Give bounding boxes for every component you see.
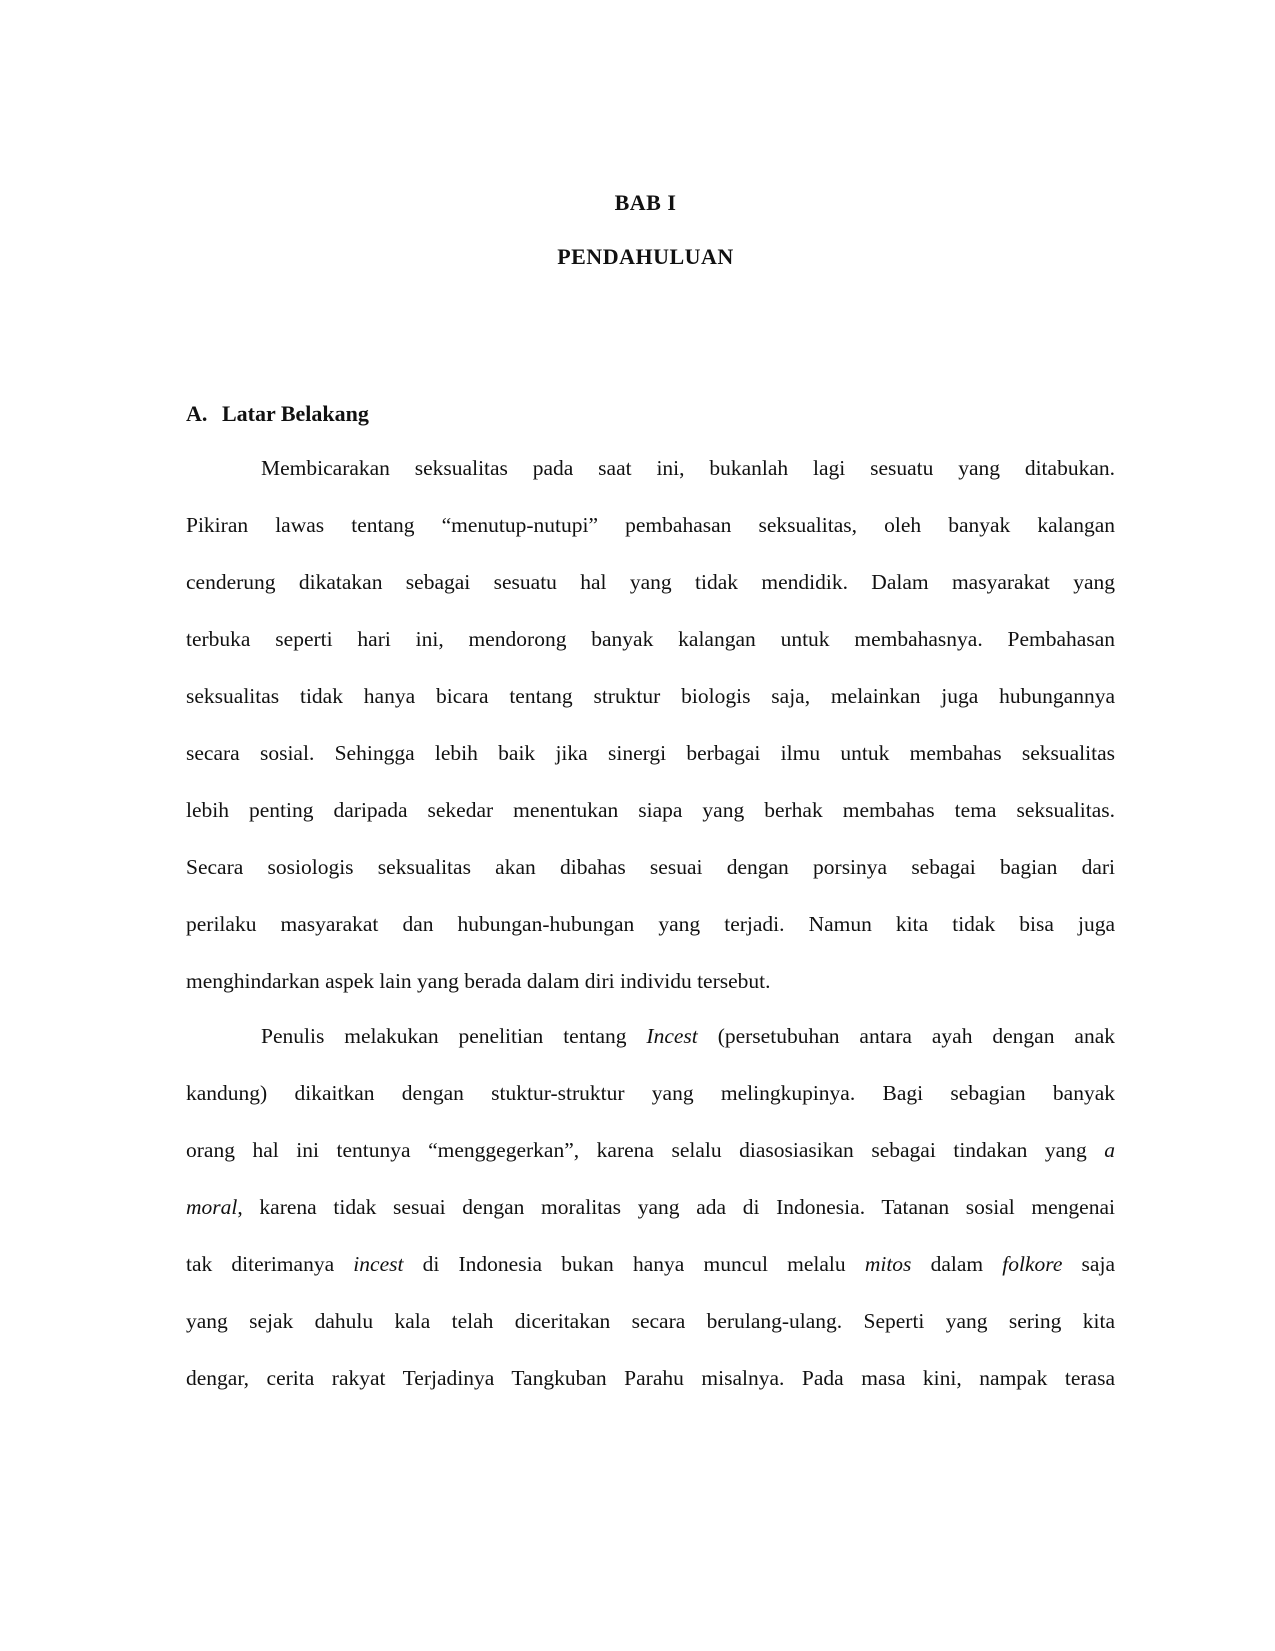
text-run: kandung) dikaitkan dengan stuktur-struktur yang melingkupinya. Bagi sebagian banyak (186, 1081, 1115, 1105)
paragraph-line (186, 1179, 1115, 1236)
section-heading (186, 401, 369, 427)
paragraph-line: secara sosial. Sehingga lebih baik jika sinergi berbagai ilmu untuk membahas seksualitas (186, 741, 1115, 765)
italic-term: a (1104, 1138, 1115, 1162)
chapter-label: BAB I (614, 190, 677, 215)
italic-term: moral (186, 1195, 238, 1219)
paragraph-line (186, 1122, 1115, 1179)
text-run: , karena tidak sesuai dengan moralitas yang ada di Indonesia. Tatanan sosial mengenai (237, 1195, 1115, 1219)
paragraph-line: cenderung dikatakan sebagai sesuatu hal yang tidak mendidik. Dalam masyarakat yang (186, 570, 1115, 594)
italic-term: folkore (1002, 1252, 1063, 1276)
text-run: dalam (911, 1252, 1003, 1276)
paragraph-line: Pikiran lawas tentang “menutup-nutupi” pembahasan seksualitas, oleh banyak kalangan (186, 513, 1115, 537)
italic-term: Incest (646, 1024, 698, 1048)
text-run: dengar, cerita rakyat Terjadinya Tangkuban Parahu misalnya. Pada masa kini, nampak terasa (186, 1366, 1115, 1390)
paragraph-1 (186, 440, 1115, 1010)
paragraph-line: Membicarakan seksualitas pada saat ini, bukanlah lagi sesuatu yang ditabukan. (261, 456, 1115, 480)
text-run: saja (1062, 1252, 1115, 1276)
paragraph-line: Secara sosiologis seksualitas akan dibahas sesuai dengan porsinya sebagai bagian dari (186, 855, 1115, 879)
paragraph-line: seksualitas tidak hanya bicara tentang struktur biologis saja, melainkan juga hubungannya (186, 684, 1115, 708)
paragraph-line (186, 1236, 1115, 1293)
paragraph-line: menghindarkan aspek lain yang berada dalam diri individu tersebut. (186, 969, 771, 993)
text-run: tak diterimanya (186, 1252, 354, 1276)
italic-term: incest (353, 1252, 404, 1276)
paragraph-line (186, 1065, 1115, 1122)
italic-term: mitos (864, 1252, 912, 1276)
paragraph-2 (186, 1008, 1115, 1407)
paragraph-line (186, 1293, 1115, 1350)
paragraph-line (186, 1350, 1115, 1407)
text-run: (persetubuhan antara ayah dengan anak (697, 1024, 1115, 1048)
paragraph-line: lebih penting daripada sekedar menentukan siapa yang berhak membahas tema seksualitas. (186, 798, 1115, 822)
section-number: A. (186, 401, 208, 426)
chapter-title: PENDAHULUAN (557, 244, 734, 269)
paragraph-line (186, 1008, 1115, 1065)
section-title: Latar Belakang (222, 401, 369, 426)
text-run: di Indonesia bukan hanya muncul melalu (403, 1252, 865, 1276)
paragraph-line: terbuka seperti hari ini, mendorong banyak kalangan untuk membahasnya. Pembahasan (186, 627, 1115, 651)
paragraph-line: perilaku masyarakat dan hubungan-hubungan yang terjadi. Namun kita tidak bisa juga (186, 912, 1115, 936)
text-run: Penulis melakukan penelitian tentang (261, 1024, 647, 1048)
text-run: orang hal ini tentunya “menggegerkan”, karena selalu diasosiasikan sebagai tindakan yang (186, 1138, 1105, 1162)
text-run: yang sejak dahulu kala telah diceritakan secara berulang-ulang. Seperti yang sering kita (186, 1309, 1115, 1333)
